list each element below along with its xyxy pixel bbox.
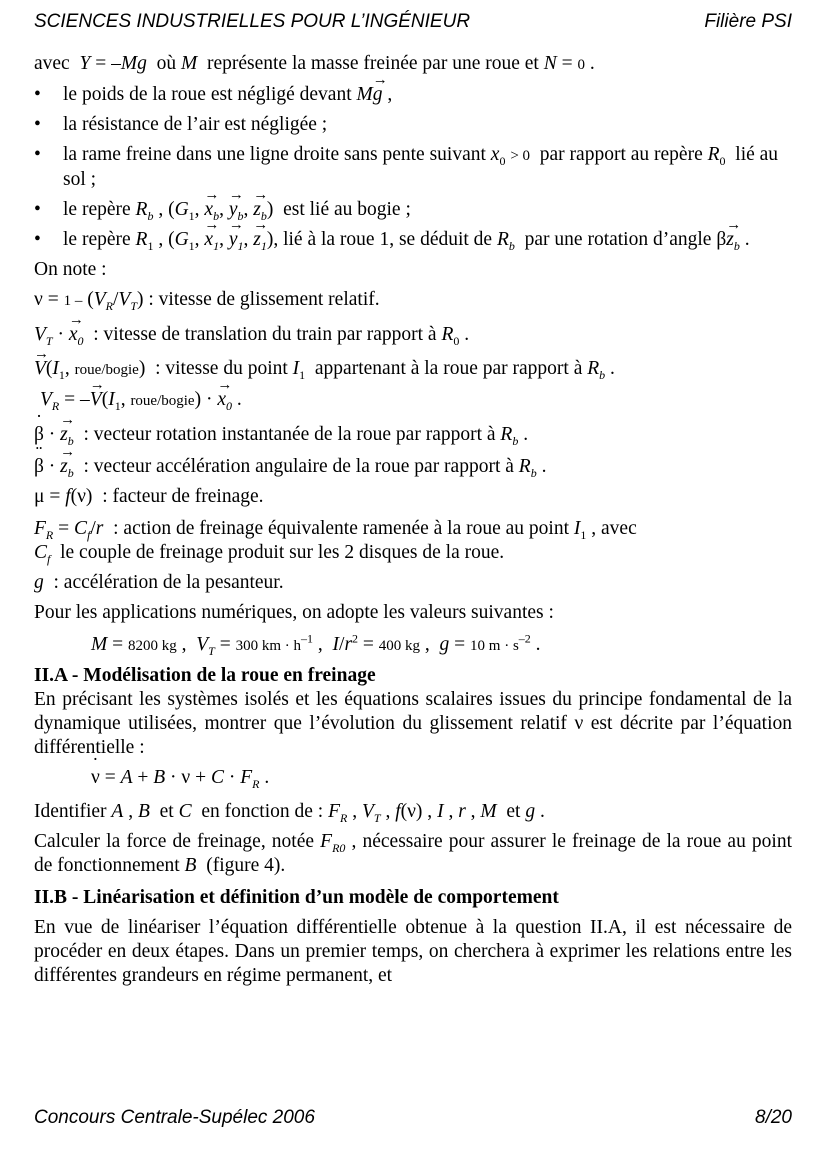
notation-line: $V_T$ · → $x_0$ : vitesse de translation du train par rapport à $R_0$ . [34, 323, 792, 347]
intro-line: avec Y = –Mg où M représente la masse freinée par une roue et N = 0 . [34, 53, 595, 74]
notation-line: g : accélération de la pesanteur. [34, 572, 284, 593]
page-number: 8/20 [755, 1107, 792, 1128]
header-section: Filière PSI [704, 11, 792, 32]
paragraph: En vue de linéariser l’équation différentielle obtenue à la question II.A, il est nécessaire de procéder en deux étapes. Dans un premier temps, on cherchera à exprimer les relations entre les différentes grandeurs en régime permanent, et [34, 917, 792, 986]
paragraph: Calculer la force de freinage, notée $F_{R0}$ , nécessaire pour assurer le freinage de la roue au point de fonctionnement B (figure 4). [34, 831, 792, 876]
equation: ˙ $\nu = A + B \cdot \nu + C \cdot F_R$ . [34, 766, 792, 790]
notation-line: → $V(I_1$, roue/bogie) : vitesse du point $I_1$ appartenant à la roue par rapport à $R_b$ . [34, 357, 792, 382]
notation-line: μ = f(ν) : facteur de freinage. [34, 486, 264, 507]
list-item: • la rame freine dans une ligne droite sans pente suivant $x_0 > 0$ par rapport au repère $R_0$ lié au sol ; [34, 144, 779, 190]
notation-line: ˙ β · → $z_b$ : vecteur rotation instantanée de la roue par rapport à $R_b$ . [34, 423, 792, 447]
notation-line: ¨ β · → $z_b$ : vecteur accélération angulaire de la roue par rapport à $R_b$ . [34, 455, 792, 479]
list-item: • le repère $R_1$ , ($G_1$, → $x_1$, → $y_1$, → $z_1$), lié à la roue 1, se déduit de $R_b$ par une rotation d’angle $\beta\to z_b$ . [34, 228, 792, 252]
section-heading-a: II.A - Modélisation de la roue en freinage [34, 665, 376, 686]
numeric-values: M = 8200 kg , $V_T = 300$ km · $h^{-1}$ , $I/r^2 = 400$ kg , g = 10 $m \cdot s^{-2}$ . [91, 631, 541, 658]
header-title: SCIENCES INDUSTRIELLES POUR L’INGÉNIEUR [34, 11, 471, 32]
notation-line: $\nu = 1 - (V_R/V_T)$ : vitesse de glissement relatif. [34, 289, 380, 313]
paragraph: En précisant les systèmes isolés et les équations scalaires issues du principe fondamental de la dynamique utilisées, montrer que l’évolution du glissement relatif ν est décrite par l’équation différentielle : [34, 689, 792, 758]
notation-heading: On note : [34, 259, 107, 280]
notation-line: $V_R$ = –→ $V(I_1$, roue/bogie) · → $x_0$ . [34, 388, 792, 413]
paragraph: Identifier A , B et C en fonction de : $F_R$ , $V_T$ , f(ν) , I , r , M et g . [34, 801, 545, 825]
page-body [34, 52, 792, 994]
list-item: • le repère $R_b$ , ($G_1$, → $x_b$, → $y_b$, → $z_b$) est lié au bogie ; [34, 198, 792, 222]
list-item: • le poids de la roue est négligé devant M→ g , [34, 83, 792, 107]
list-item: • la résistance de l’air est négligée ; [34, 114, 328, 135]
applications-line: Pour les applications numériques, on adopte les valeurs suivantes : [34, 602, 554, 623]
notation-line: $F_R = C_f/r$ : action de freinage équivalente ramenée à la roue au point $I_1$ , avec $C_f$ le couple de freinage produit sur les 2 disques de la roue. [34, 518, 637, 566]
page-footer [34, 1107, 792, 1129]
footer-contest: Concours Centrale-Supélec 2006 [34, 1107, 315, 1128]
section-heading-b: II.B - Linéarisation et définition d’un modèle de comportement [34, 887, 559, 908]
page-header [34, 11, 792, 33]
